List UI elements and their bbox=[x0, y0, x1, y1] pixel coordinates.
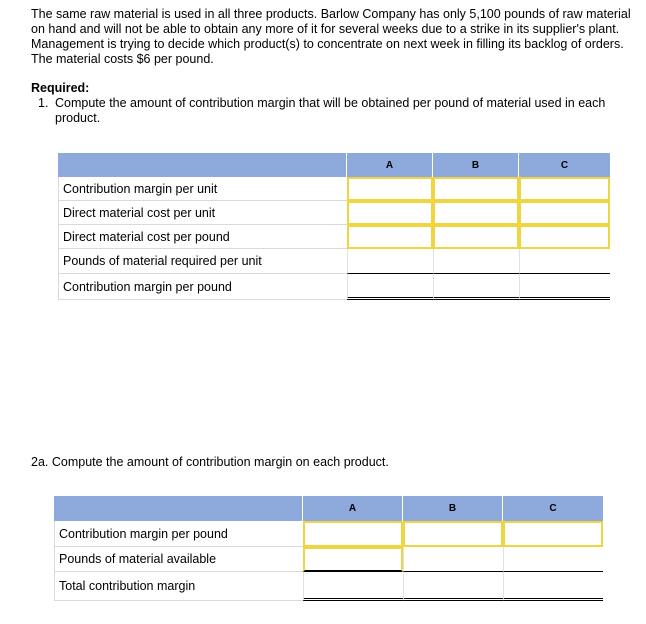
pounds-available-a-input[interactable] bbox=[303, 547, 403, 572]
dm-cost-per-unit-b-input[interactable] bbox=[433, 201, 519, 225]
row-label: Contribution margin per unit bbox=[58, 177, 347, 201]
dm-cost-per-unit-c-input[interactable] bbox=[519, 201, 610, 225]
row-label: Pounds of material available bbox=[54, 547, 303, 572]
total-cm-a-input[interactable] bbox=[303, 572, 403, 601]
table-row bbox=[54, 572, 603, 601]
pounds-available-b-input[interactable] bbox=[403, 547, 503, 572]
dm-cost-per-pound-b-input[interactable] bbox=[433, 225, 519, 249]
cm-per-pound-table bbox=[58, 153, 610, 301]
cm-per-unit-c-input[interactable] bbox=[519, 177, 610, 201]
row-label: Contribution margin per pound bbox=[58, 274, 347, 300]
table-row bbox=[58, 274, 610, 300]
required-item-1 bbox=[38, 96, 633, 126]
dm-cost-per-pound-c-input[interactable] bbox=[519, 225, 610, 249]
table-row bbox=[54, 547, 603, 572]
table-row bbox=[54, 521, 603, 547]
row-label: Total contribution margin bbox=[54, 572, 303, 601]
question-2a: 2a. Compute the amount of contribution margin on each product. bbox=[31, 455, 389, 469]
dm-cost-per-unit-a-input[interactable] bbox=[347, 201, 433, 225]
table-row bbox=[58, 201, 610, 225]
cm-per-pound-c-input[interactable] bbox=[519, 274, 610, 300]
row-label: Contribution margin per pound bbox=[54, 521, 303, 547]
row-label: Direct material cost per pound bbox=[58, 225, 347, 249]
cm-per-unit-a-input[interactable] bbox=[347, 177, 433, 201]
total-cm-b-input[interactable] bbox=[403, 572, 503, 601]
table-row bbox=[58, 177, 610, 201]
cm-per-pound-b-input[interactable] bbox=[433, 274, 519, 300]
cm-per-unit-b-input[interactable] bbox=[433, 177, 519, 201]
table-row bbox=[58, 225, 610, 249]
table-header bbox=[58, 153, 610, 177]
pounds-per-unit-c-input[interactable] bbox=[519, 249, 610, 274]
column-header-a: A bbox=[385, 159, 394, 171]
column-header-a: A bbox=[348, 503, 357, 514]
column-header-b: B bbox=[448, 503, 457, 514]
pounds-per-unit-a-input[interactable] bbox=[347, 249, 433, 274]
total-cm-table bbox=[54, 496, 603, 602]
column-header-c: C bbox=[560, 159, 569, 171]
column-header-c: C bbox=[549, 503, 557, 514]
required-label: Required: bbox=[31, 81, 90, 95]
row-label: Direct material cost per unit bbox=[58, 201, 347, 225]
required-item-text: Compute the amount of contribution margin that will be obtained per pound of material used in each product. bbox=[55, 96, 606, 125]
cm-per-pound-a-input-2[interactable] bbox=[303, 521, 403, 547]
pounds-available-c-input[interactable] bbox=[503, 547, 603, 572]
cm-per-pound-b-input-2[interactable] bbox=[403, 521, 503, 547]
total-cm-c-input[interactable] bbox=[503, 572, 603, 601]
problem-intro: The same raw material is used in all three products. Barlow Company has only 5,100 pounds of raw material on hand and will not be able to obtain any more of it for several weeks due to a strike in its supplier's plant. Management is trying to decide which product(s) to concentrate on next week in filling its backlog of orders. The material costs $6 per pound. bbox=[31, 7, 631, 66]
column-header-b: B bbox=[471, 159, 480, 171]
required-item-number: 1. bbox=[38, 96, 49, 110]
row-label: Pounds of material required per unit bbox=[58, 249, 347, 274]
pounds-per-unit-b-input[interactable] bbox=[433, 249, 519, 274]
cm-per-pound-c-input-2[interactable] bbox=[503, 521, 603, 547]
table-row bbox=[58, 249, 610, 274]
dm-cost-per-pound-a-input[interactable] bbox=[347, 225, 433, 249]
table-header bbox=[54, 496, 603, 521]
cm-per-pound-a-input[interactable] bbox=[347, 274, 433, 300]
